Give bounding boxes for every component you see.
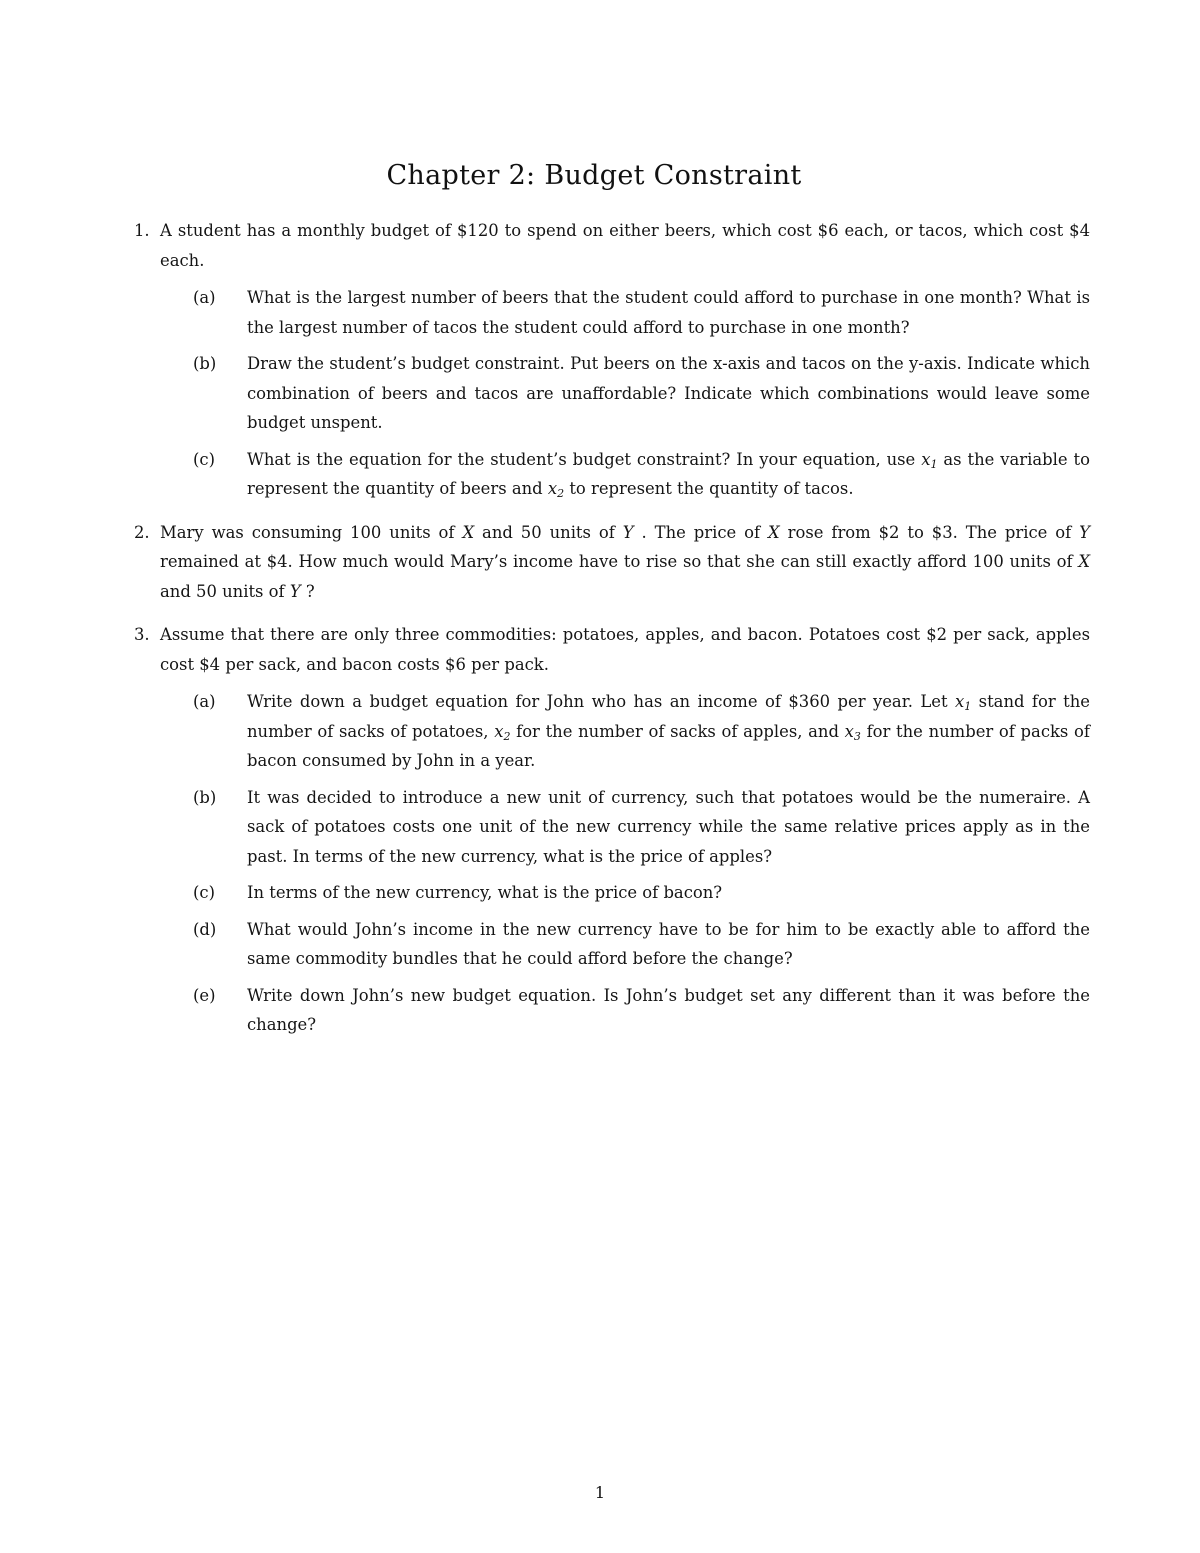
part-label: (d) bbox=[193, 919, 217, 939]
question-3 bbox=[134, 620, 1090, 1040]
question-1-part-a bbox=[193, 283, 1090, 342]
part-text: Write down John’s new budget equation. Is John’s budget set any different than it was before the change? bbox=[247, 985, 1090, 1034]
question-text: rose from $2 to $3. The price of bbox=[787, 522, 1072, 542]
part-text: for the number of sacks of apples, and bbox=[516, 721, 839, 741]
part-text: What is the equation for the student’s budget constraint? In your equation, use bbox=[247, 449, 916, 469]
question-number: 3. bbox=[134, 625, 150, 644]
part-text: It was decided to introduce a new unit of currency, such that potatoes would be the numeraire. A sack of potatoes costs one unit of the new currency while the same relative prices apply as in the past. In terms of the new currency, what is the price of apples? bbox=[247, 787, 1090, 866]
part-text: Draw the student’s budget constraint. Put beers on the x-axis and tacos on the y-axis. Indicate which combination of beers and tacos are unaffordable? Indicate which combinations would leave some budget unspent. bbox=[247, 354, 1090, 432]
part-label: (b) bbox=[193, 787, 217, 807]
question-text: ? bbox=[305, 581, 315, 601]
math-variable: Y bbox=[622, 522, 634, 542]
part-text: What is the largest number of beers that the student could afford to purchase in one month? What is the largest number of tacos the student could afford to purchase in one month? bbox=[247, 288, 1090, 337]
question-1-part-b bbox=[193, 349, 1090, 438]
math-variable: $x_2$ bbox=[494, 721, 511, 743]
part-text: What would John’s income in the new currency have to be for him to be exactly able to afford the same commodity bundles that he could afford before the change? bbox=[247, 919, 1090, 968]
part-label: (c) bbox=[193, 883, 215, 902]
part-text: to represent the quantity of tacos. bbox=[569, 479, 854, 498]
question-text: and 50 units of bbox=[160, 581, 285, 601]
question-3-part-d bbox=[193, 915, 1090, 974]
part-text: Write down a budget equation for John who has an income of $360 per year. Let bbox=[247, 692, 948, 711]
math-variable: $x_1$ bbox=[954, 692, 972, 713]
page-number: 1 bbox=[594, 1483, 606, 1502]
question-number: 2. bbox=[134, 522, 150, 542]
question-1 bbox=[134, 216, 1090, 504]
question-1-part-c bbox=[193, 445, 1090, 504]
question-text: . The price of bbox=[641, 522, 761, 542]
question-2 bbox=[134, 518, 1090, 607]
question-number: 1. bbox=[134, 221, 150, 240]
math-variable: $x_1$ bbox=[921, 449, 938, 471]
part-label: (b) bbox=[193, 354, 217, 373]
question-3-part-b bbox=[193, 783, 1090, 872]
math-variable: $x_2$ bbox=[547, 479, 565, 500]
page-title: Chapter 2: Budget Constraint bbox=[386, 160, 802, 191]
math-variable: X bbox=[1078, 552, 1090, 571]
part-text: stand for the number of sacks of potatoes, bbox=[247, 692, 1090, 741]
question-1-parts bbox=[193, 283, 1090, 504]
part-label: (a) bbox=[193, 692, 216, 711]
question-3-parts bbox=[193, 687, 1090, 1040]
question-text: Assume that there are only three commodities: potatoes, apples, and bacon. Potatoes cost $2 per sack, apples cost $4 per sack, and bacon costs $6 per pack. bbox=[160, 625, 1090, 674]
question-3-part-c bbox=[193, 878, 1090, 908]
part-text: as the variable to represent the quantity of beers and bbox=[247, 449, 1090, 498]
math-variable: Y bbox=[1079, 522, 1090, 542]
question-list bbox=[134, 216, 1090, 1040]
question-text: and 50 units of bbox=[482, 522, 615, 542]
math-variable: Y bbox=[289, 581, 301, 601]
question-text: A student has a monthly budget of $120 to spend on either beers, which cost $6 each, or tacos, which cost $4 each. bbox=[160, 221, 1090, 270]
question-3-part-e bbox=[193, 981, 1090, 1040]
part-label: (e) bbox=[193, 985, 216, 1005]
math-variable: X bbox=[462, 522, 475, 542]
part-label: (c) bbox=[193, 449, 215, 469]
part-text: In terms of the new currency, what is the price of bacon? bbox=[247, 883, 723, 902]
part-text: for the number of packs of bacon consumed by John in a year. bbox=[247, 721, 1090, 770]
part-label: (a) bbox=[193, 288, 216, 307]
question-3-part-a bbox=[193, 687, 1090, 776]
math-variable: X bbox=[768, 522, 780, 542]
math-variable: $x_3$ bbox=[844, 721, 861, 743]
question-text: remained at $4. How much would Mary’s income have to rise so that she can still exactly afford 100 units of bbox=[160, 552, 1073, 571]
question-text: Mary was consuming 100 units of bbox=[160, 522, 455, 542]
